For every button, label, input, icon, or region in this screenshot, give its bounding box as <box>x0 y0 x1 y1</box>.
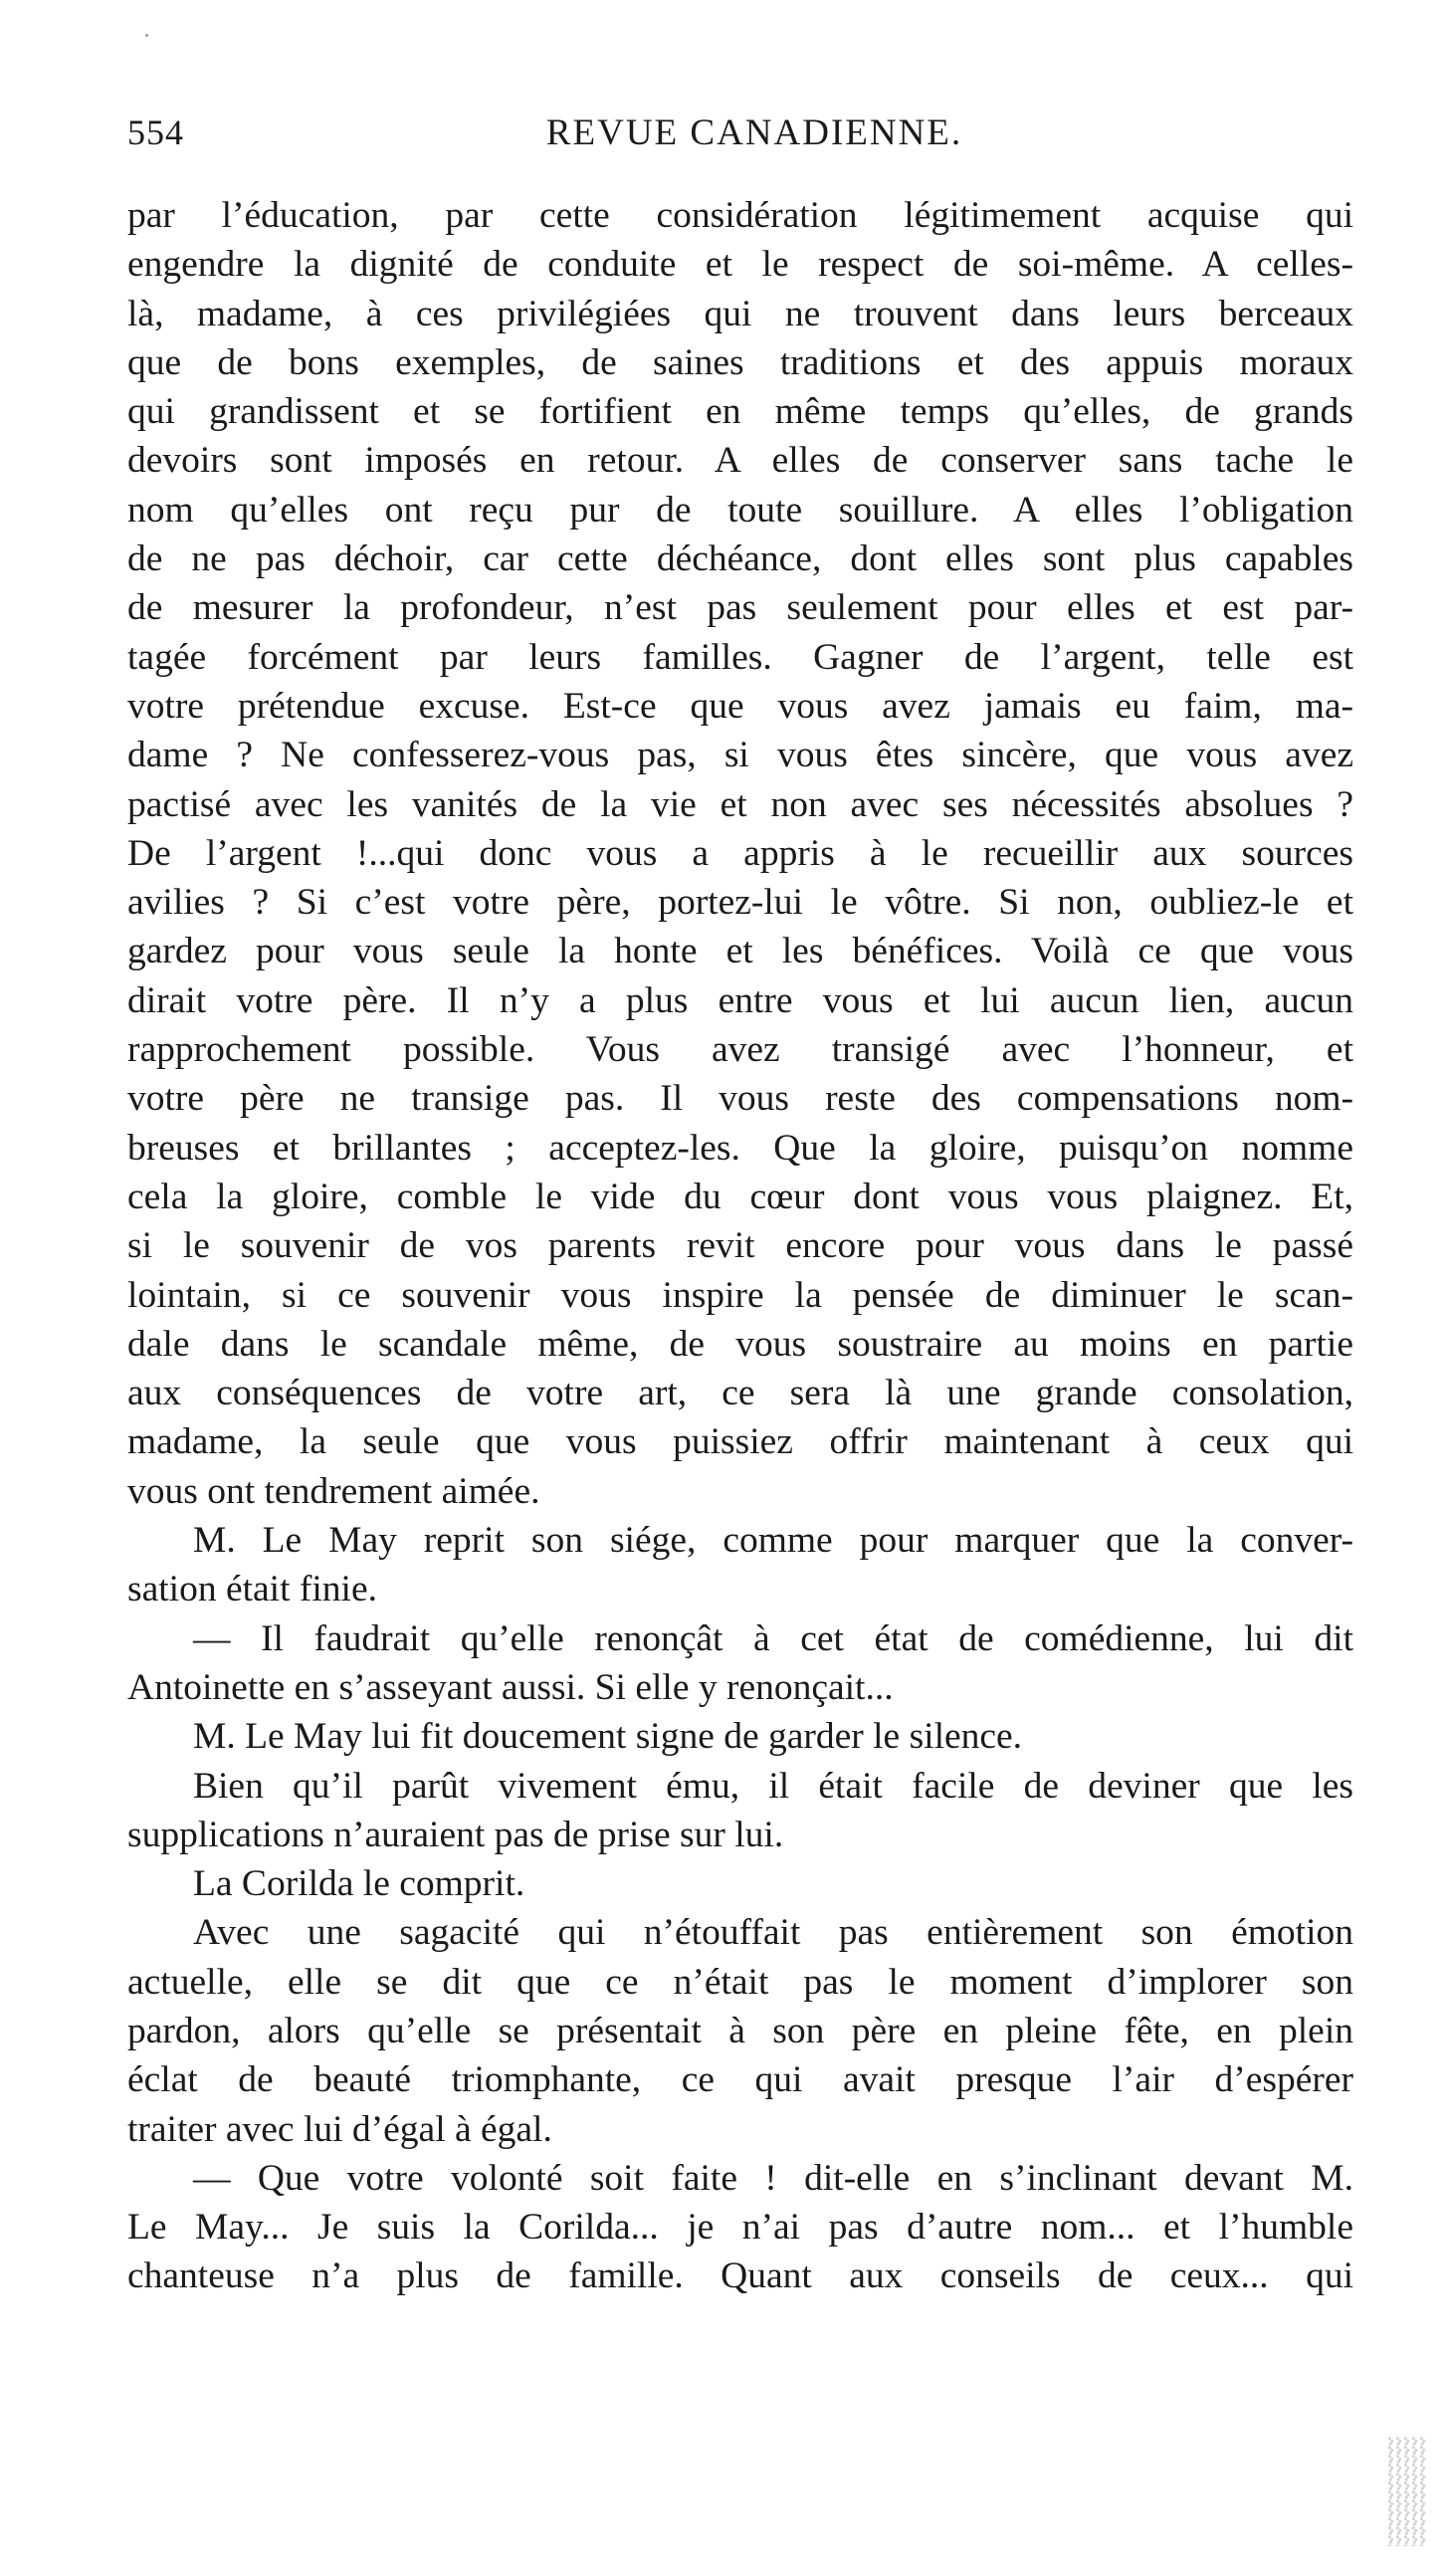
text-line: chanteuse n’a plus de famille. Quant aux conseils de ceux... qui <box>127 2255 1353 2297</box>
text-line: de ne pas déchoir, car cette déchéance, dont elles sont plus capables <box>127 538 1353 580</box>
text-line: nom qu’elles ont reçu pur de toute souillure. A elles l’obligation <box>127 489 1353 531</box>
text-line: votre père ne transige pas. Il vous reste des compensations nom- <box>127 1078 1353 1120</box>
text-line: éclat de beauté triomphante, ce qui avait presque l’air d’espérer <box>127 2059 1353 2101</box>
text-line: là, madame, à ces privilégiées qui ne trouvent dans leurs berceaux <box>127 293 1353 334</box>
text-line: votre prétendue excuse. Est-ce que vous avez jamais eu faim, ma- <box>127 685 1353 727</box>
paper-stain-mark <box>1387 2437 1427 2546</box>
text-line: — Que votre volonté soit faite ! dit-elle en s’inclinant devant M. <box>193 2157 1353 2199</box>
text-line: pactisé avec les vanités de la vie et non avec ses nécessités absolues ? <box>127 783 1353 825</box>
text-line: sation était finie. <box>127 1569 377 1610</box>
text-line: breuses et brillantes ; acceptez-les. Que la gloire, puisqu’on nomme <box>127 1127 1353 1169</box>
text-line: M. Le May reprit son siége, comme pour marquer que la conver- <box>193 1520 1353 1562</box>
text-line: supplications n’auraient pas de prise sur lui. <box>127 1814 784 1855</box>
running-head <box>127 111 1381 161</box>
text-line: si le souvenir de vos parents revit encore pour vous dans le passé <box>127 1225 1353 1267</box>
text-line: engendre la dignité de conduite et le respect de soi-même. A celles- <box>127 244 1353 286</box>
text-line: Bien qu’il parût vivement ému, il était facile de deviner que les <box>193 1765 1353 1807</box>
text-line: — Il faudrait qu’elle renonçât à cet état de comédienne, lui dit <box>193 1617 1353 1659</box>
text-line: pardon, alors qu’elle se présentait à son père en pleine fête, en plein <box>127 2010 1353 2051</box>
text-line: rapprochement possible. Vous avez transigé avec l’honneur, et <box>127 1029 1353 1071</box>
text-line: dale dans le scandale même, de vous soustraire au moins en partie <box>127 1323 1353 1365</box>
journal-title: REVUE CANADIENNE. <box>545 112 963 153</box>
text-line: dirait votre père. Il n’y a plus entre vous et lui aucun lien, aucun <box>127 979 1353 1021</box>
text-line: Le May... Je suis la Corilda... je n’ai pas d’autre nom... et l’humble <box>127 2207 1353 2249</box>
text-line: Avec une sagacité qui n’étouffait pas entièrement son émotion <box>193 1912 1353 1954</box>
text-line: que de bons exemples, de saines traditions et des appuis moraux <box>127 341 1353 383</box>
text-line: Antoinette en s’asseyant aussi. Si elle y renonçait... <box>127 1666 894 1708</box>
text-line: dame ? Ne confesserez-vous pas, si vous êtes sincère, que vous avez <box>127 735 1353 776</box>
text-line: aux conséquences de votre art, ce sera là une grande consolation, <box>127 1373 1353 1414</box>
text-line: actuelle, elle se dit que ce n’était pas le moment d’implorer son <box>127 1961 1353 2003</box>
text-line: devoirs sont imposés en retour. A elles de conserver sans tache le <box>127 440 1353 482</box>
text-line: M. Le May lui fit doucement signe de garder le silence. <box>193 1716 1023 1758</box>
text-line: cela la gloire, comble le vide du cœur dont vous vous plaignez. Et, <box>127 1176 1353 1217</box>
text-line: madame, la seule que vous puissiez offrir maintenant à ceux qui <box>127 1421 1353 1463</box>
speck-mark <box>145 34 148 37</box>
text-line: De l’argent !...qui donc vous a appris à le recueillir aux sources <box>127 832 1353 874</box>
text-line: tagée forcément par leurs familles. Gagner de l’argent, telle est <box>127 636 1353 678</box>
text-line: lointain, si ce souvenir vous inspire la pensée de diminuer le scan- <box>127 1274 1353 1316</box>
text-line: traiter avec lui d’égal à égal. <box>127 2108 552 2150</box>
text-line: de mesurer la profondeur, n’est pas seulement pour elles et est par- <box>127 587 1353 629</box>
body-text <box>127 191 1353 2301</box>
page-number: 554 <box>127 112 184 152</box>
text-line: qui grandissent et se fortifient en même temps qu’elles, de grands <box>127 391 1353 433</box>
text-line: La Corilda le comprit. <box>193 1863 525 1905</box>
text-line: par l’éducation, par cette considération légitimement acquise qui <box>127 195 1353 236</box>
text-line: vous ont tendrement aimée. <box>127 1470 540 1512</box>
text-line: gardez pour vous seule la honte et les bénéfices. Voilà ce que vous <box>127 931 1353 972</box>
text-line: avilies ? Si c’est votre père, portez-lui le vôtre. Si non, oubliez-le et <box>127 882 1353 924</box>
